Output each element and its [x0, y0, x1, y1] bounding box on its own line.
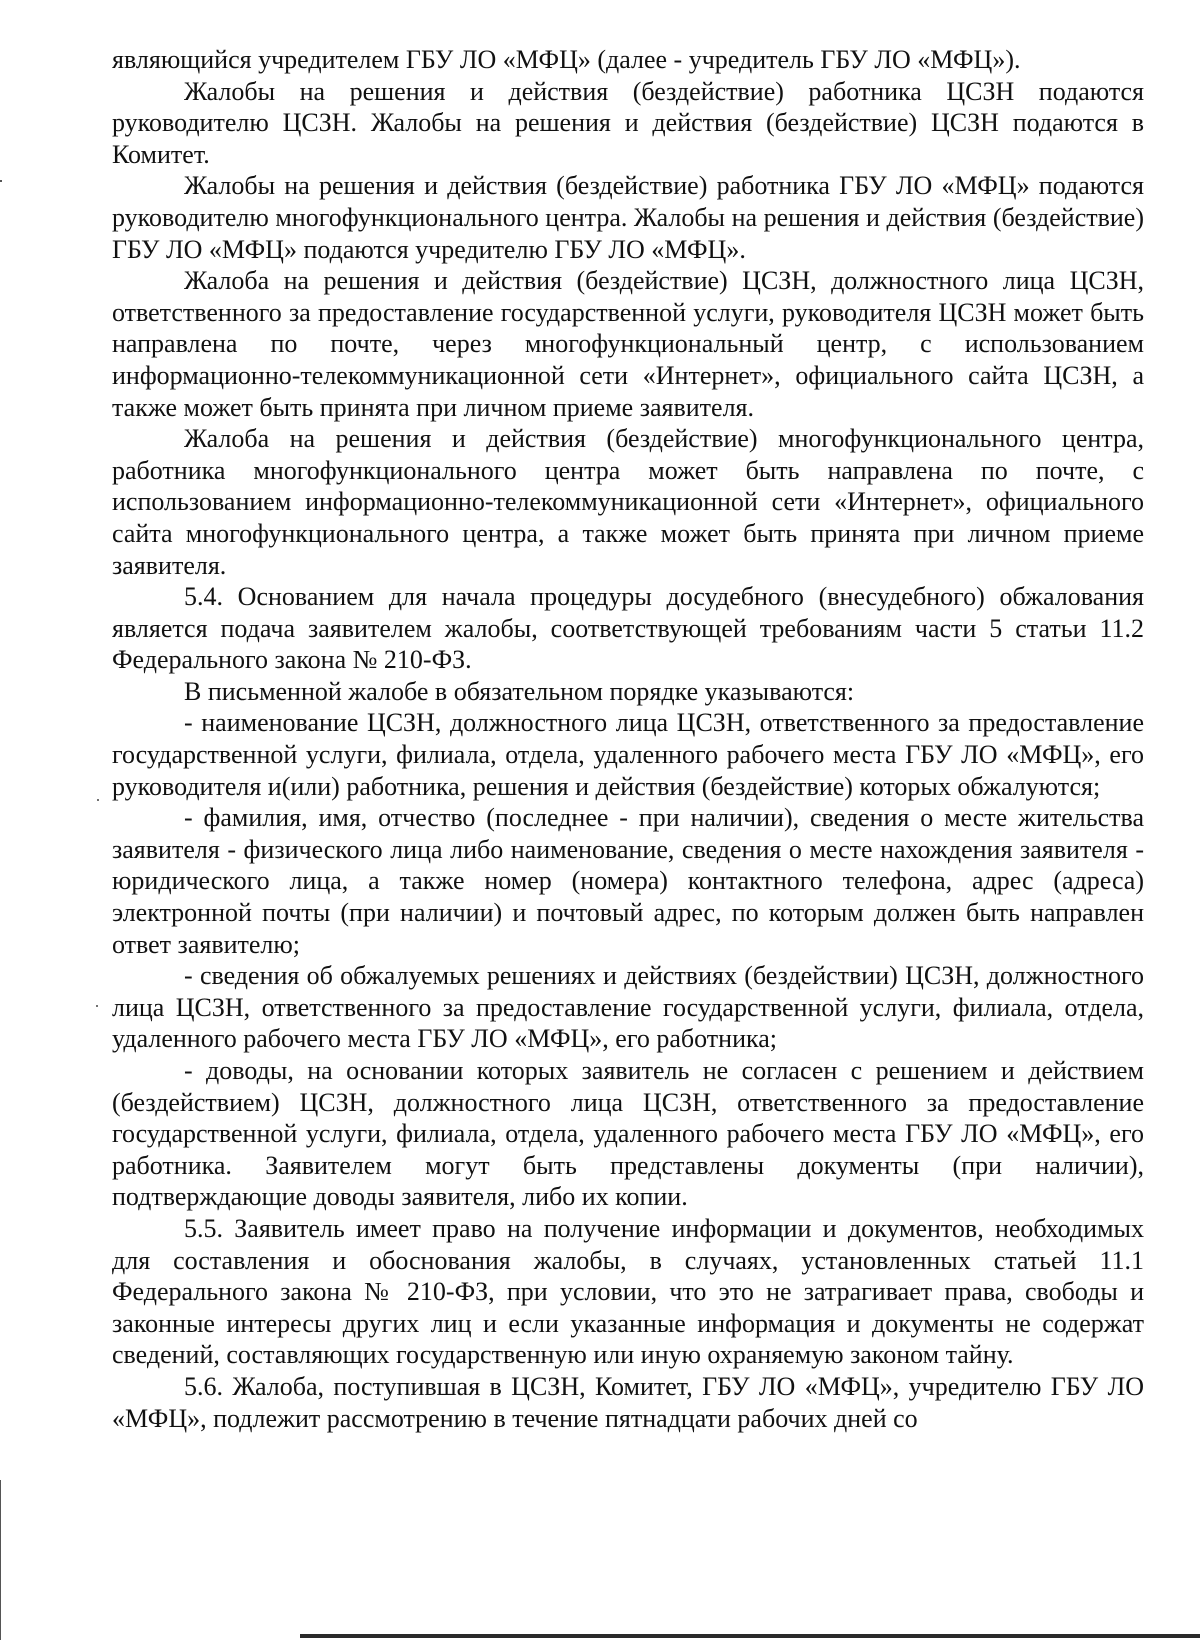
scan-bottom-edge — [300, 1634, 1200, 1638]
list-item-arguments: - доводы, на основании которых заявитель не согласен с решением и действием (бездействием) ЦСЗН, должностного лица ЦСЗН, ответственного за предоставление государственной услуги, филиала, отдела, удаленного рабочего места ГБУ ЛО «МФЦ», его работника. Заявителем могут быть представлены документы (при наличии), подтверждающие доводы заявителя, либо их копии. — [112, 1056, 1144, 1212]
paragraph-complaints-cszn: Жалобы на решения и действия (бездействие) работника ЦСЗН подаются руководителю ЦСЗН. Жалобы на решения и действия (бездействие) ЦСЗН подаются в Комитет. — [112, 76, 1144, 169]
scan-edge-mark — [0, 1480, 1, 1640]
scan-speck — [96, 1005, 98, 1007]
list-item-name-of-body: - наименование ЦСЗН, должностного лица ЦСЗН, ответственного за предоставление государственной услуги, филиала, отдела, удаленного рабочего места ГБУ ЛО «МФЦ», его руководителя и(или) работника, решения и действия (бездействие) которых обжалуются; — [112, 708, 1144, 801]
section-5-5: 5.5. Заявитель имеет право на получение информации и документов, необходимых для составления и обоснования жалобы, в случаях, установленных статьей 11.1 Федерального закона № 210-ФЗ, при условии, что это не затрагивает права, свободы и законные интересы других лиц и если указанные информация и документы не содержат сведений, составляющих государственную или иную охраняемую законом тайну. — [112, 1213, 1144, 1370]
paragraph-complaint-channels-cszn: Жалоба на решения и действия (бездействие) ЦСЗН, должностного лица ЦСЗН, ответственного за предоставление государственной услуги, руководителя ЦСЗН может быть направлена по почте, через многофункциональный центр, с использованием информационно-телекоммуникационной сети «Интернет», официального сайта ЦСЗН, а также может быть принята при личном приеме заявителя. — [112, 266, 1144, 422]
paragraph-complaints-mfc: Жалобы на решения и действия (бездействие) работника ГБУ ЛО «МФЦ» подаются руководителю многофункционального центра. Жалобы на решения и действия (бездействие) ГБУ ЛО «МФЦ» подаются учредителю ГБУ ЛО «МФЦ». — [112, 171, 1144, 264]
section-5-6: 5.6. Жалоба, поступившая в ЦСЗН, Комитет, ГБУ ЛО «МФЦ», учредителю ГБУ ЛО «МФЦ», подлежит рассмотрению в течение пятнадцати рабочих дней со — [112, 1371, 1144, 1433]
list-item-appealed-decisions: - сведения об обжалуемых решениях и действиях (бездействии) ЦСЗН, должностного лица ЦСЗН, ответственного за предоставление государственной услуги, филиала, отдела, удаленного рабочего места ГБУ ЛО «МФЦ», его работника; — [112, 961, 1144, 1054]
document-body — [112, 44, 1144, 1434]
section-5-4: 5.4. Основанием для начала процедуры досудебного (внесудебного) обжалования является подача заявителем жалобы, соответствующей требованиям части 5 статьи 11.2 Федерального закона № 210-ФЗ. — [112, 582, 1144, 675]
scan-mark — [0, 180, 2, 182]
paragraph-continuation: являющийся учредителем ГБУ ЛО «МФЦ» (далее - учредитель ГБУ ЛО «МФЦ»). — [112, 45, 1021, 74]
paragraph-complaint-channels-mfc: Жалоба на решения и действия (бездействие) многофункционального центра, работника многофункционального центра может быть направлена по почте, с использованием информационно-телекоммуникационной сети «Интернет», официального сайта многофункционального центра, а также может быть принята при личном приеме заявителя. — [112, 424, 1144, 580]
scan-speck — [97, 799, 99, 801]
paragraph-written-complaint-intro: В письменной жалобе в обязательном порядке указываются: — [184, 676, 855, 706]
list-item-applicant-details: - фамилия, имя, отчество (последнее - при наличии), сведения о месте жительства заявителя - физического лица либо наименование, сведения о месте нахождения заявителя - юридического лица, а также номер (номера) контактного телефона, адрес (адреса) электронной почты (при наличии) и почтовый адрес, по которым должен быть направлен ответ заявителю; — [112, 803, 1144, 959]
